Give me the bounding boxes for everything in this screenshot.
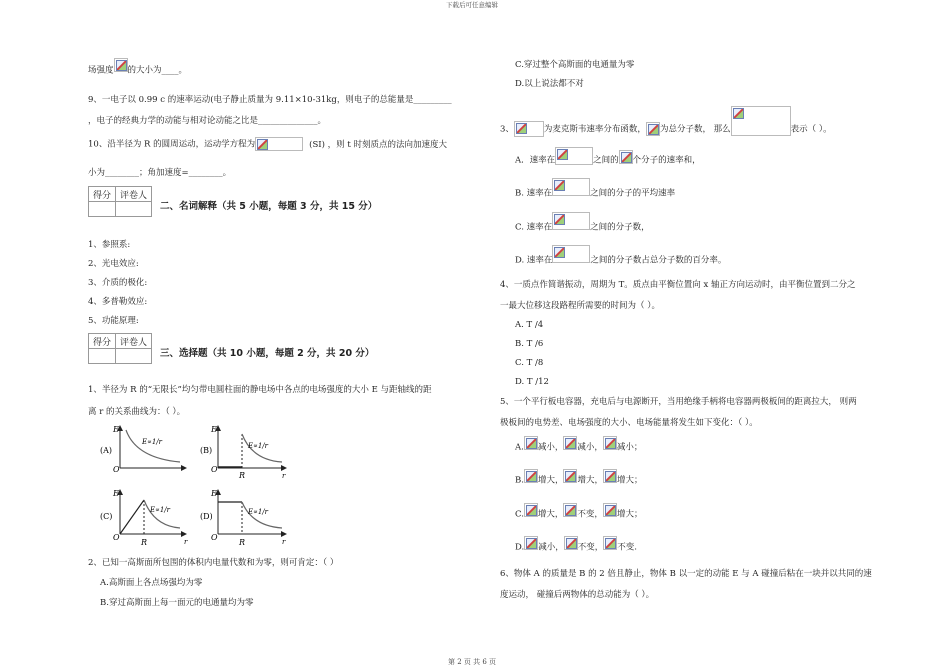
line-field-strength <box>88 63 187 77</box>
law-label: E∝1/r <box>150 506 171 514</box>
text: A. <box>515 442 524 453</box>
score-label: 得分 <box>89 187 116 202</box>
formula-image <box>563 436 577 450</box>
text: 增大； <box>616 475 643 486</box>
text: 为麦克斯韦速率分布函数， <box>543 124 646 135</box>
term-item: 2、光电效应: <box>88 259 139 269</box>
q3-stem <box>500 114 832 144</box>
q4-line1: 4、一质点作简谐振动，周期为 T。质点由平衡位置向 x 轴正方向运动时，由平衡位置到二分之 <box>500 280 856 290</box>
q4-option-b: B. T /6 <box>515 339 544 349</box>
q1-line1: 1、半径为 R 的“无限长”均匀带电圆柱面的静电场中各点的电场强度的大小 E 与距轴线的距 <box>88 385 432 395</box>
q9-line1: 9、一电子以 0.99 c 的速率运动(电子静止质量为 9.11×10-31kg，则电子的总能量是_________ <box>88 95 452 105</box>
page-header: 下载后可任意编辑 <box>446 1 498 9</box>
formula-image <box>524 469 538 483</box>
text: C. 速率在 <box>515 222 553 233</box>
text: 场强度 <box>88 65 114 76</box>
formula-image <box>524 503 538 517</box>
formula-image <box>114 58 128 72</box>
q2-option-d: D.以上说法都不对 <box>515 79 584 89</box>
law-label: E∝1/r <box>142 438 163 446</box>
term-item: 1、参照系: <box>88 240 131 250</box>
formula-image <box>603 436 617 450</box>
grader-cell[interactable] <box>116 202 152 217</box>
formula-image <box>646 122 660 136</box>
grader-cell[interactable] <box>116 349 152 364</box>
text: 不变， <box>577 542 604 553</box>
formula-image <box>563 503 577 517</box>
graph-b <box>200 425 286 480</box>
q4-line2: 一最大位移这段路程所需要的时间为（ ）。 <box>500 301 660 311</box>
section-3-title: 三、选择题（共 10 小题，每题 2 分，共 20 分） <box>160 348 375 359</box>
law-label: E∝1/r <box>248 442 269 450</box>
q5-option-a <box>515 440 642 454</box>
text: 减小， <box>538 542 564 553</box>
label-d: (D) <box>200 512 213 521</box>
score-box-2 <box>88 333 152 364</box>
formula-image <box>524 436 538 450</box>
formula-image <box>552 245 590 263</box>
q10-line2: 小为________；角加速度=________。 <box>88 168 232 178</box>
q3-option-c <box>515 218 650 236</box>
axis-e: E <box>113 489 119 498</box>
origin-o: O <box>211 465 218 474</box>
formula-image <box>619 150 633 164</box>
term-item: 5、功能原理: <box>88 316 139 326</box>
label-a: (A) <box>100 446 113 455</box>
origin-o: O <box>211 533 218 542</box>
text: D. <box>515 542 525 553</box>
formula-image <box>255 137 303 151</box>
q5-line1: 5、一个平行板电容器，充电后与电源断开，当用绝缘手柄将电容器两极板间的距离拉大， 则两 <box>500 397 857 407</box>
score-cell[interactable] <box>89 202 116 217</box>
term-item: 4、多普勒效应: <box>88 297 148 307</box>
law-label: E∝1/r <box>248 508 269 516</box>
text: 10、沿半径为 R 的圆周运动，运动学方程为 <box>88 139 256 150</box>
text: D. 速率在 <box>515 255 553 266</box>
q3-option-d <box>515 251 726 269</box>
q6-line2: 度运动， 碰撞后两物体的总动能为（ ）。 <box>500 590 655 600</box>
axis-e: E <box>211 489 217 498</box>
q4-option-c: C. T /8 <box>515 358 544 368</box>
text: C. <box>515 509 524 520</box>
graph-c <box>100 489 188 547</box>
text: 之间的分子数占总分子数的百分率。 <box>590 255 727 266</box>
text: 增大； <box>616 509 643 520</box>
text: 减小； <box>616 442 643 453</box>
formula-image <box>563 469 577 483</box>
text: 增大， <box>537 509 564 520</box>
text: 不变. <box>617 542 637 553</box>
score-label: 得分 <box>89 334 116 349</box>
formula-image <box>514 121 544 137</box>
q4-option-d: D. T /12 <box>515 377 549 387</box>
e-vs-r-graphs <box>96 422 296 550</box>
axis-e: E <box>211 425 217 434</box>
origin-o: O <box>113 465 120 474</box>
q2-option-b: B.穿过高斯面上每一面元的电通量均为零 <box>100 598 254 608</box>
q5-option-d <box>515 540 637 554</box>
origin-o: O <box>113 533 120 542</box>
score-cell[interactable] <box>89 349 116 364</box>
text: 的大小为____。 <box>127 65 188 76</box>
text: 为总分子数， 那么 <box>659 124 731 135</box>
text: 之间的 <box>593 155 619 166</box>
q5-option-b <box>515 473 643 487</box>
text: 之间的分子数， <box>590 222 650 233</box>
axis-r-mark: R <box>239 471 246 480</box>
score-box-1 <box>88 186 152 217</box>
q9-line2: ，电子的经典力学的动能与相对论动能之比是______________。 <box>88 116 327 126</box>
q1-line2: 离 r 的关系曲线为：（ ）。 <box>88 407 186 417</box>
label-b: (B) <box>200 446 213 455</box>
text: 增大， <box>577 475 603 486</box>
formula-image <box>603 503 617 517</box>
text: A．速率在 <box>515 155 556 166</box>
section-2-title: 二、名词解释（共 5 小题，每题 3 分，共 15 分） <box>160 201 378 212</box>
text: B. 速率在 <box>515 188 553 199</box>
text: 增大， <box>537 475 564 486</box>
label-c: (C) <box>100 512 113 521</box>
text: 表示（ ）。 <box>790 124 832 135</box>
axis-r: r <box>282 472 286 480</box>
formula-image <box>524 536 538 550</box>
q6-line1: 6、物体 A 的质量是 B 的 2 倍且静止，物体 B 以一定的动能 E 与 A 碰撞后粘在一块并以共同的速 <box>500 569 872 579</box>
formula-image <box>603 536 617 550</box>
formula-image <box>552 212 590 230</box>
formula-image <box>564 536 578 550</box>
q3-option-a <box>515 151 701 169</box>
page-footer: 第 2 页 共 6 页 <box>448 658 497 666</box>
text: 减小， <box>577 442 603 453</box>
term-item: 3、介质的极化: <box>88 278 148 288</box>
graph-a <box>100 425 186 474</box>
q4-option-a: A. T /4 <box>515 320 544 330</box>
q2-option-a: A.高斯面上各点场强均为零 <box>100 578 203 588</box>
q10-line1 <box>88 137 447 151</box>
formula-image <box>552 178 590 196</box>
axis-r: r <box>282 538 286 546</box>
graph-d <box>200 489 286 547</box>
text: B. <box>515 475 524 486</box>
q3-option-b <box>515 184 675 202</box>
q2-stem: 2、已知一高斯面所包围的体积内电量代数和为零，则可肯定：（ ） <box>88 558 339 568</box>
grader-label: 评卷人 <box>116 334 152 349</box>
grader-label: 评卷人 <box>116 187 152 202</box>
axis-e: E <box>113 425 119 434</box>
text: 个分子的速率和， <box>632 155 701 166</box>
text: 3、 <box>500 124 514 135</box>
axis-r-mark: R <box>141 538 148 547</box>
q5-option-c <box>515 507 642 521</box>
formula-image <box>555 147 593 165</box>
axis-r: r <box>184 538 188 546</box>
formula-image <box>603 469 617 483</box>
axis-r-mark: R <box>239 538 246 547</box>
q5-line2: 极板间的电势差、电场强度的大小、电场能量将发生如下变化：（ ）。 <box>500 418 758 428</box>
text: 减小， <box>537 442 564 453</box>
text: 之间的分子的平均速率 <box>590 188 676 199</box>
q2-option-c: C.穿过整个高斯面的电通量为零 <box>515 60 635 70</box>
text: 不变， <box>577 509 603 520</box>
text: (SI) ，则 t 时刻质点的法向加速度大 <box>309 139 447 150</box>
formula-image <box>731 106 791 136</box>
